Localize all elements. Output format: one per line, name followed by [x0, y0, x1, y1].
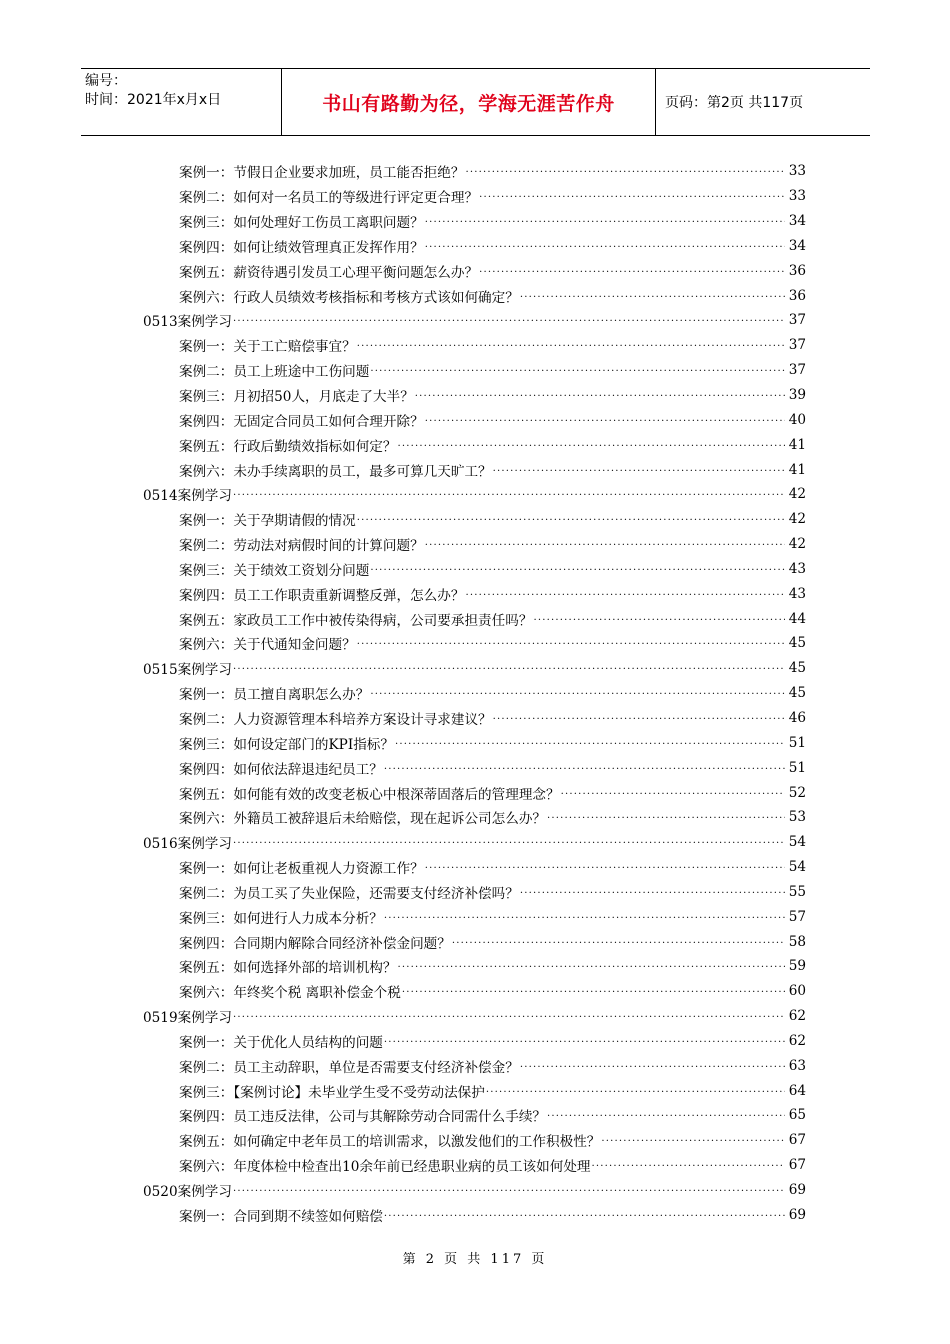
toc-section-entry[interactable] — [0, 656, 950, 681]
toc-page-number: 62 — [788, 1008, 806, 1025]
toc-page-number: 67 — [788, 1157, 806, 1174]
toc-case-entry[interactable] — [0, 879, 950, 904]
toc-leader-dots — [601, 1133, 785, 1147]
toc-entry-title: 案例四：无固定合同员工如何合理开除？ — [179, 410, 424, 430]
toc-entry-title: 案例六：外籍员工被辞退后未给赔偿，现在起诉公司怎么办？ — [179, 807, 546, 827]
toc-page-number: 63 — [788, 1057, 806, 1074]
toc-case-entry[interactable] — [0, 681, 950, 706]
toc-entry-title: 案例六：关于代通知金问题？ — [179, 633, 356, 653]
toc-entry-title: 0519案例学习 — [143, 1006, 232, 1026]
toc-leader-dots — [233, 487, 785, 501]
toc-case-entry[interactable] — [0, 457, 950, 482]
toc-page-number: 67 — [788, 1132, 806, 1149]
toc-leader-dots — [415, 388, 785, 402]
toc-page-number: 37 — [788, 337, 806, 354]
toc-leader-dots — [425, 413, 785, 427]
toc-leader-dots — [425, 214, 785, 228]
toc-case-entry[interactable] — [0, 954, 950, 979]
toc-section-entry[interactable] — [0, 1178, 950, 1203]
toc-leader-dots — [233, 661, 785, 675]
toc-case-entry[interactable] — [0, 1029, 950, 1054]
toc-case-entry[interactable] — [0, 1053, 950, 1078]
toc-entry-title: 0514案例学习 — [143, 484, 232, 504]
toc-page-number: 33 — [788, 188, 806, 205]
toc-leader-dots — [479, 189, 785, 203]
toc-case-entry[interactable] — [0, 383, 950, 408]
toc-page-number: 39 — [788, 387, 806, 404]
toc-page-number: 54 — [788, 859, 806, 876]
toc-entry-title: 案例六：行政人员绩效考核指标和考核方式该如何确定？ — [179, 286, 519, 306]
toc-case-entry[interactable] — [0, 507, 950, 532]
toc-leader-dots — [233, 835, 785, 849]
toc-case-entry[interactable] — [0, 631, 950, 656]
toc-leader-dots — [547, 1108, 785, 1122]
toc-page-number: 34 — [788, 237, 806, 254]
toc-case-entry[interactable] — [0, 1128, 950, 1153]
toc-leader-dots — [384, 910, 785, 924]
toc-page-number: 42 — [788, 536, 806, 553]
toc-case-entry[interactable] — [0, 730, 950, 755]
toc-entry-title: 案例六：年终奖个税 离职补偿金个税 — [179, 981, 401, 1001]
toc-case-entry[interactable] — [0, 333, 950, 358]
toc-leader-dots — [370, 562, 785, 576]
toc-entry-title: 0513案例学习 — [143, 310, 232, 330]
toc-case-entry[interactable] — [0, 780, 950, 805]
toc-page-number: 60 — [788, 983, 806, 1000]
toc-leader-dots — [425, 239, 785, 253]
toc-leader-dots — [402, 984, 785, 998]
toc-page-number: 34 — [788, 213, 806, 230]
toc-case-entry[interactable] — [0, 557, 950, 582]
toc-page-number: 33 — [788, 163, 806, 180]
page-header — [81, 68, 870, 136]
toc-case-entry[interactable] — [0, 532, 950, 557]
toc-case-entry[interactable] — [0, 606, 950, 631]
toc-entry-title: 案例五：如何能有效的改变老板心中根深蒂固落后的管理理念？ — [179, 783, 560, 803]
toc-case-entry[interactable] — [0, 184, 950, 209]
toc-page-number: 41 — [788, 461, 806, 478]
toc-leader-dots — [357, 338, 785, 352]
toc-page-number: 40 — [788, 411, 806, 428]
toc-page-number: 65 — [788, 1107, 806, 1124]
toc-leader-dots — [370, 686, 785, 700]
toc-entry-title: 案例一：关于孕期请假的情况 — [179, 509, 356, 529]
toc-page-number: 45 — [788, 635, 806, 652]
toc-page-number: 43 — [788, 560, 806, 577]
toc-section-entry[interactable] — [0, 482, 950, 507]
toc-case-entry[interactable] — [0, 407, 950, 432]
toc-page-number: 41 — [788, 436, 806, 453]
toc-entry-title: 案例五：如何确定中老年员工的培训需求，以激发他们的工作积极性？ — [179, 1130, 600, 1150]
toc-case-entry[interactable] — [0, 1202, 950, 1227]
toc-leader-dots — [547, 810, 785, 824]
header-meta — [85, 69, 281, 135]
header-divider — [655, 69, 656, 135]
toc-page-number: 64 — [788, 1082, 806, 1099]
toc-case-entry[interactable] — [0, 234, 950, 259]
toc-case-entry[interactable] — [0, 1078, 950, 1103]
toc-leader-dots — [425, 860, 785, 874]
toc-page-number: 37 — [788, 312, 806, 329]
toc-entry-title: 案例四：如何依法辞退违纪员工？ — [179, 758, 383, 778]
toc-page-number: 55 — [788, 883, 806, 900]
toc-entry-title: 案例三：关于绩效工资划分问题 — [179, 559, 369, 579]
toc-entry-title: 案例五：家政员工工作中被传染得病，公司要承担责任吗？ — [179, 609, 532, 629]
toc-leader-dots — [493, 463, 785, 477]
toc-leader-dots — [452, 935, 785, 949]
toc-case-entry[interactable] — [0, 258, 950, 283]
toc-case-entry[interactable] — [0, 904, 950, 929]
toc-leader-dots — [561, 786, 785, 800]
toc-entry-title: 案例二：人力资源管理本科培养方案设计寻求建议？ — [179, 708, 492, 728]
toc-leader-dots — [520, 1059, 785, 1073]
toc-entry-title: 案例五：薪资待遇引发员工心理平衡问题怎么办？ — [179, 261, 478, 281]
toc-section-entry[interactable] — [0, 830, 950, 855]
toc-leader-dots — [384, 1208, 785, 1222]
toc-case-entry[interactable] — [0, 1153, 950, 1178]
toc-page-number: 36 — [788, 262, 806, 279]
toc-leader-dots — [465, 587, 785, 601]
toc-leader-dots — [520, 289, 785, 303]
toc-case-entry[interactable] — [0, 432, 950, 457]
toc-leader-dots — [465, 164, 785, 178]
toc-entry-title: 案例五：如何选择外部的培训机构？ — [179, 956, 397, 976]
toc-leader-dots — [357, 636, 785, 650]
toc-leader-dots — [398, 438, 786, 452]
toc-entry-title: 案例三：如何设定部门的KPI指标？ — [179, 733, 394, 753]
toc-entry-title: 0520案例学习 — [143, 1180, 232, 1200]
toc-entry-title: 案例二：为员工买了失业保险，还需要支付经济补偿吗？ — [179, 882, 519, 902]
toc-entry-title: 案例五：行政后勤绩效指标如何定？ — [179, 435, 397, 455]
toc-case-entry[interactable] — [0, 358, 950, 383]
toc-entry-title: 案例四：如何让绩效管理真正发挥作用？ — [179, 236, 424, 256]
toc-entry-title: 案例三：【案例讨论】未毕业学生受不受劳动法保护 — [179, 1081, 485, 1101]
header-page-info: 页码：第2页 共117页 — [665, 95, 804, 111]
toc-entry-title: 案例三：月初招50人，月底走了大半？ — [179, 385, 414, 405]
toc-page-number: 37 — [788, 362, 806, 379]
toc-entry-title: 案例二：劳动法对病假时间的计算问题？ — [179, 534, 424, 554]
toc-section-entry[interactable] — [0, 308, 950, 333]
toc-entry-title: 案例三：如何进行人力成本分析？ — [179, 907, 383, 927]
toc-entry-title: 案例一：关于工亡赔偿事宜？ — [179, 335, 356, 355]
toc-case-entry[interactable] — [0, 929, 950, 954]
toc-leader-dots — [233, 1009, 785, 1023]
toc-entry-title: 0516案例学习 — [143, 832, 232, 852]
toc-case-entry[interactable] — [0, 805, 950, 830]
toc-leader-dots — [493, 711, 785, 725]
document-number-label: 编号： — [85, 73, 127, 89]
header-motto: 书山有路勤为径，学海无涯苦作舟 — [322, 92, 615, 115]
toc-leader-dots — [384, 761, 785, 775]
toc-leader-dots — [398, 959, 786, 973]
toc-leader-dots — [395, 736, 785, 750]
toc-page-number: 51 — [788, 734, 806, 751]
toc-page-number: 36 — [788, 287, 806, 304]
toc-leader-dots — [520, 885, 785, 899]
toc-entry-title: 案例四：合同期内解除合同经济补偿金问题？ — [179, 932, 451, 952]
toc-page-number: 45 — [788, 685, 806, 702]
toc-page-number: 52 — [788, 784, 806, 801]
toc-entry-title: 0515案例学习 — [143, 658, 232, 678]
toc-entry-title: 案例六：年度体检中检查出10余年前已经患职业病的员工该如何处理 — [179, 1155, 591, 1175]
toc-page-number: 42 — [788, 511, 806, 528]
toc-case-entry[interactable] — [0, 209, 950, 234]
toc-case-entry[interactable] — [0, 159, 950, 184]
toc-case-entry[interactable] — [0, 755, 950, 780]
toc-entry-title: 案例四：员工违反法律，公司与其解除劳动合同需什么手续？ — [179, 1105, 546, 1125]
toc-entry-title: 案例一：关于优化人员结构的问题 — [179, 1031, 383, 1051]
toc-page-number: 59 — [788, 958, 806, 975]
toc-case-entry[interactable] — [0, 283, 950, 308]
toc-entry-title: 案例一：员工擅自离职怎么办？ — [179, 683, 369, 703]
toc-leader-dots — [384, 1034, 785, 1048]
toc-entry-title: 案例三：如何处理好工伤员工离职问题？ — [179, 211, 424, 231]
table-of-contents — [0, 159, 950, 1227]
toc-page-number: 57 — [788, 908, 806, 925]
toc-page-number: 43 — [788, 585, 806, 602]
toc-case-entry[interactable] — [0, 855, 950, 880]
toc-entry-title: 案例一：节假日企业要求加班，员工能否拒绝？ — [179, 161, 464, 181]
document-date: 时间：2021年x月x日 — [85, 92, 222, 108]
toc-page-number: 58 — [788, 933, 806, 950]
page-footer: 第 2 页 共 117 页 — [402, 1252, 548, 1267]
toc-page-number: 62 — [788, 1032, 806, 1049]
toc-page-number: 51 — [788, 759, 806, 776]
toc-entry-title: 案例二：员工上班途中工伤问题 — [179, 360, 369, 380]
toc-entry-title: 案例二：员工主动辞职，单位是否需要支付经济补偿金？ — [179, 1056, 519, 1076]
toc-entry-title: 案例二：如何对一名员工的等级进行评定更合理？ — [179, 186, 478, 206]
toc-section-entry[interactable] — [0, 1004, 950, 1029]
toc-page-number: 53 — [788, 809, 806, 826]
toc-page-number: 69 — [788, 1206, 806, 1223]
toc-case-entry[interactable] — [0, 979, 950, 1004]
toc-leader-dots — [592, 1158, 785, 1172]
toc-page-number: 54 — [788, 834, 806, 851]
toc-page-number: 46 — [788, 709, 806, 726]
toc-leader-dots — [357, 512, 785, 526]
toc-leader-dots — [370, 363, 785, 377]
toc-entry-title: 案例六：未办手续离职的员工，最多可算几天旷工？ — [179, 460, 492, 480]
toc-case-entry[interactable] — [0, 581, 950, 606]
toc-page-number: 45 — [788, 660, 806, 677]
toc-entry-title: 案例一：合同到期不续签如何赔偿 — [179, 1205, 383, 1225]
toc-leader-dots — [479, 264, 785, 278]
toc-case-entry[interactable] — [0, 706, 950, 731]
toc-case-entry[interactable] — [0, 1103, 950, 1128]
toc-leader-dots — [233, 313, 785, 327]
toc-page-number: 69 — [788, 1182, 806, 1199]
toc-page-number: 44 — [788, 610, 806, 627]
toc-page-number: 42 — [788, 486, 806, 503]
toc-leader-dots — [425, 537, 785, 551]
toc-leader-dots — [233, 1183, 785, 1197]
toc-leader-dots — [533, 612, 785, 626]
toc-entry-title: 案例四：员工工作职责重新调整反弹，怎么办？ — [179, 584, 464, 604]
toc-leader-dots — [486, 1084, 785, 1098]
toc-entry-title: 案例一：如何让老板重视人力资源工作？ — [179, 857, 424, 877]
